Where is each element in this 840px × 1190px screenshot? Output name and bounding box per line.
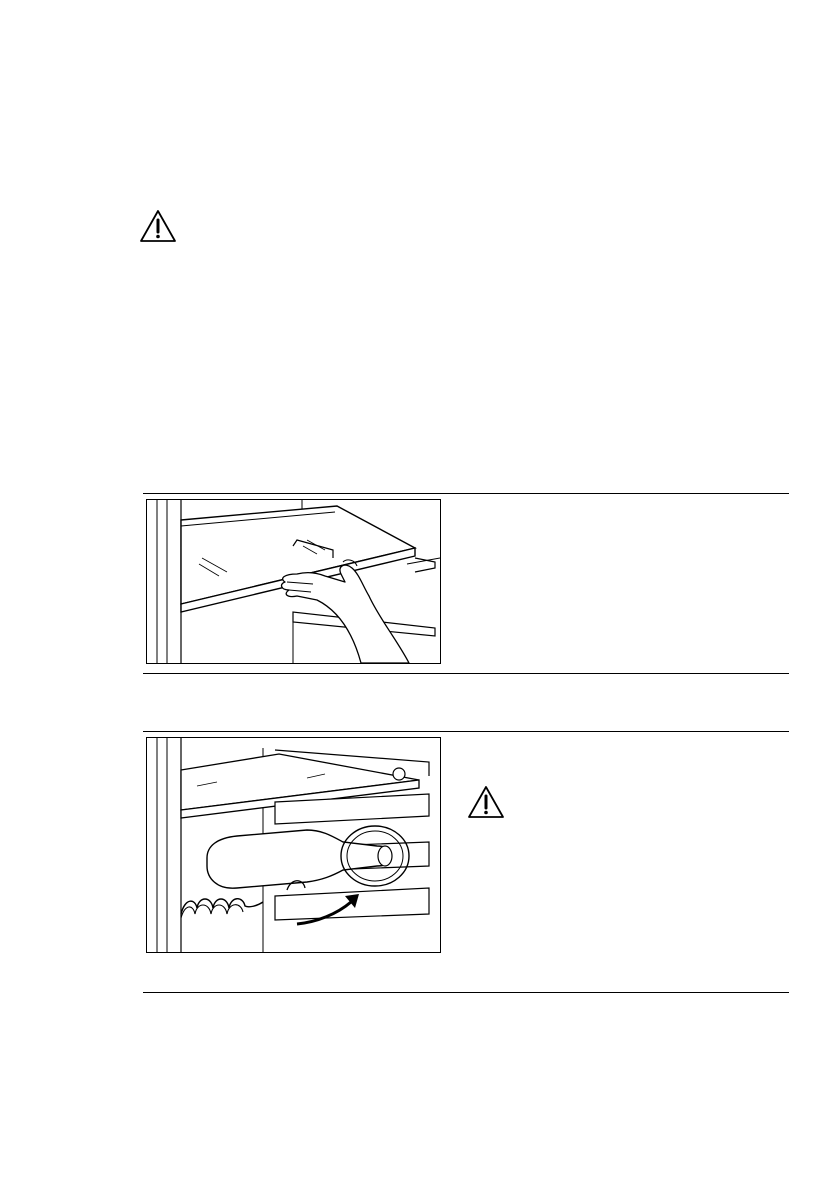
shelf-removal-illustration (146, 499, 441, 664)
section-divider (143, 992, 789, 993)
section-divider (143, 493, 789, 494)
warning-triangle-icon (467, 785, 505, 819)
section-divider (143, 731, 789, 732)
bottle-rack-illustration (146, 737, 441, 953)
section-divider (143, 673, 789, 674)
warning-triangle-icon (139, 209, 177, 243)
